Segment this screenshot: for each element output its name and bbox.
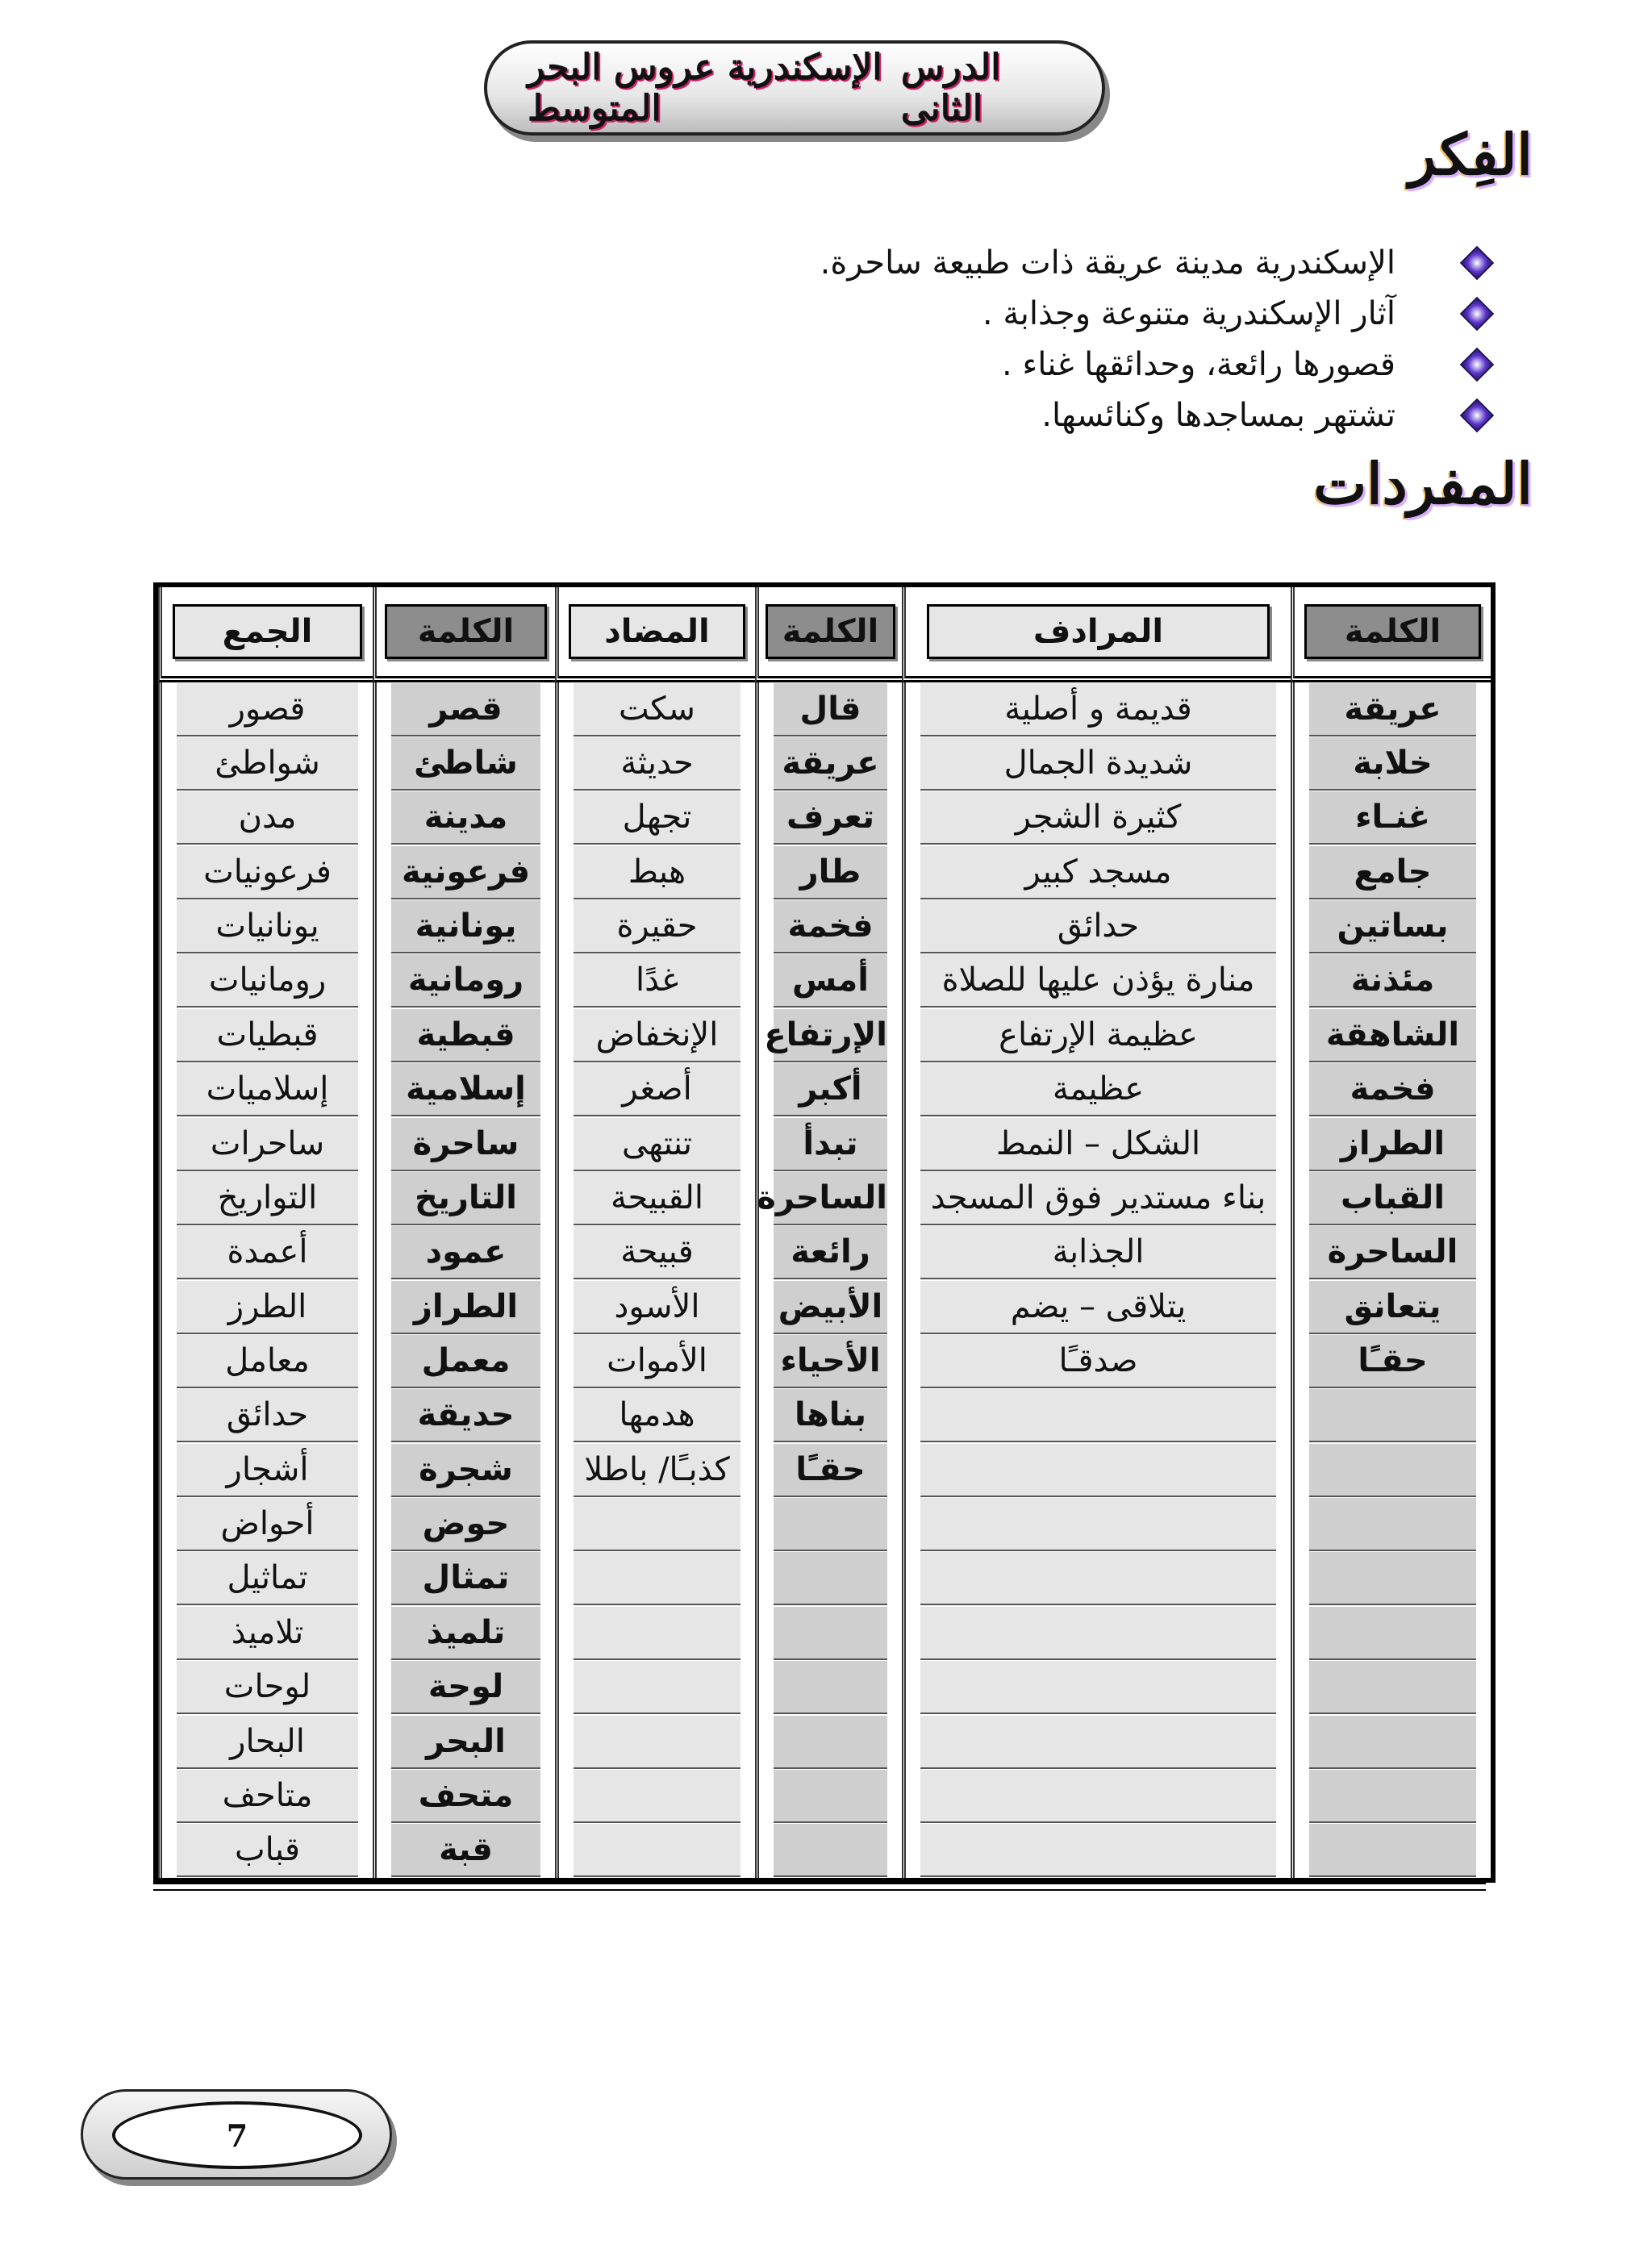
word-cell: فخمة <box>1309 1063 1476 1116</box>
word-cell: مدينة <box>391 791 540 845</box>
word-cell: شجرة <box>391 1444 540 1497</box>
word-cell: مئذنة <box>1309 954 1476 1008</box>
meaning-cell: تماثيل <box>177 1552 358 1605</box>
word-cell: جامع <box>1309 846 1476 899</box>
meaning-cell: القبيحة <box>574 1172 740 1225</box>
meaning-cell: البحار <box>177 1716 358 1769</box>
word-cell <box>774 1498 887 1551</box>
word-cell: فخمة <box>774 900 887 953</box>
meaning-cell: مسجد كبير <box>920 846 1276 899</box>
word-cell: الإرتفاع <box>774 1009 887 1062</box>
table-row <box>158 791 1491 845</box>
meaning-cell <box>920 1716 1276 1769</box>
word-cell <box>1309 1552 1476 1605</box>
table-row <box>158 1715 1491 1769</box>
word-cell <box>1309 1607 1476 1660</box>
word-cell: الأبيض <box>774 1281 887 1334</box>
word-cell: حديقة <box>391 1389 540 1442</box>
column-header: الكلمة <box>1304 604 1482 659</box>
word-cell: عريقة <box>1309 683 1476 736</box>
meaning-cell: أشجار <box>177 1444 358 1497</box>
meaning-cell: قبطيات <box>177 1009 358 1062</box>
meaning-cell: عظيمة <box>920 1063 1276 1116</box>
meaning-cell <box>574 1824 740 1877</box>
table-row <box>158 682 1491 736</box>
meaning-cell: شديدة الجمال <box>920 737 1276 791</box>
word-cell <box>1309 1389 1476 1442</box>
meaning-cell: الجذابة <box>920 1226 1276 1279</box>
word-cell: عريقة <box>774 737 887 791</box>
diamond-bullet-icon <box>1462 400 1492 431</box>
meaning-cell: هبط <box>574 846 740 899</box>
word-cell: حوض <box>391 1498 540 1551</box>
meaning-cell <box>574 1716 740 1769</box>
meaning-cell: يتلاقى – يضم <box>920 1281 1276 1334</box>
meaning-cell: قبيحة <box>574 1226 740 1279</box>
meaning-cell <box>920 1661 1276 1714</box>
word-cell: البحر <box>391 1716 540 1769</box>
word-cell <box>774 1716 887 1769</box>
meaning-cell: هدمها <box>574 1389 740 1442</box>
meaning-cell <box>920 1824 1276 1877</box>
vocabulary-table <box>153 582 1496 1883</box>
word-cell: يونانية <box>391 900 540 953</box>
table-row <box>158 1008 1491 1062</box>
meaning-cell: قصور <box>177 683 358 736</box>
word-cell: تعرف <box>774 791 887 845</box>
word-cell: ساحرة <box>391 1118 540 1171</box>
word-cell: الأحياء <box>774 1335 887 1388</box>
meaning-cell: كذبـًا/ باطلا <box>574 1444 740 1497</box>
meaning-cell: لوحات <box>177 1661 358 1714</box>
meaning-cell: حدائق <box>177 1389 358 1442</box>
meaning-cell: صدقـًا <box>920 1335 1276 1388</box>
meaning-cell <box>920 1498 1276 1551</box>
word-cell: فرعونية <box>391 846 540 899</box>
page-number-badge <box>81 2089 392 2180</box>
meaning-cell: سكت <box>574 683 740 736</box>
meaning-cell: عظيمة الإرتفاع <box>920 1009 1276 1062</box>
word-cell <box>774 1607 887 1660</box>
meaning-cell: معامل <box>177 1335 358 1388</box>
table-row <box>158 1171 1491 1225</box>
table-row <box>158 845 1491 899</box>
word-cell <box>1309 1824 1476 1877</box>
meaning-cell <box>574 1552 740 1605</box>
lesson-header-banner <box>484 40 1105 136</box>
table-row <box>158 1334 1491 1388</box>
word-cell: قبة <box>391 1824 540 1877</box>
meaning-cell <box>920 1770 1276 1823</box>
word-cell: خلابة <box>1309 737 1476 791</box>
table-row <box>158 954 1491 1008</box>
word-cell: معمل <box>391 1335 540 1388</box>
word-cell: بناها <box>774 1389 887 1442</box>
meaning-cell: ساحرات <box>177 1118 358 1171</box>
word-cell: تبدأ <box>774 1118 887 1171</box>
word-cell: الطراز <box>391 1281 540 1334</box>
word-cell: يتعانق <box>1309 1281 1476 1334</box>
table-row <box>158 1552 1491 1606</box>
word-cell: الساحرة <box>774 1172 887 1225</box>
idea-item: آثار الإسكندرية متنوعة وجذابة . <box>670 288 1395 339</box>
word-cell <box>1309 1716 1476 1769</box>
meaning-cell <box>920 1444 1276 1497</box>
meaning-cell: الإنخفاض <box>574 1009 740 1062</box>
word-cell <box>1309 1444 1476 1497</box>
meaning-cell: رومانيات <box>177 954 358 1008</box>
word-cell: حقـًا <box>1309 1335 1476 1388</box>
meaning-cell: حقيرة <box>574 900 740 953</box>
diamond-bullet-icon <box>1462 298 1492 329</box>
word-cell: قبطية <box>391 1009 540 1062</box>
word-cell: الساحرة <box>1309 1226 1476 1279</box>
word-cell: تمثال <box>391 1552 540 1605</box>
meaning-cell: الشكل – النمط <box>920 1118 1276 1171</box>
word-cell: أمس <box>774 954 887 1008</box>
word-cell: حقـًا <box>774 1444 887 1497</box>
meaning-cell: مدن <box>177 791 358 845</box>
word-cell: غنـاء <box>1309 791 1476 845</box>
meaning-cell: منارة يؤذن عليها للصلاة <box>920 954 1276 1008</box>
word-cell <box>1309 1661 1476 1714</box>
ideas-heading: الفِكر <box>1408 121 1533 188</box>
table-body <box>158 682 1491 1878</box>
table-bottom-rule <box>153 1883 1486 1891</box>
table-row <box>158 1063 1491 1117</box>
meaning-cell <box>574 1770 740 1823</box>
meaning-cell: الأسود <box>574 1281 740 1334</box>
table-row <box>158 1824 1491 1878</box>
word-cell: إسلامية <box>391 1063 540 1116</box>
meaning-cell: شواطئ <box>177 737 358 791</box>
meaning-cell: الأموات <box>574 1335 740 1388</box>
diamond-bullet-icon <box>1462 349 1492 380</box>
word-cell <box>774 1770 887 1823</box>
word-cell <box>774 1661 887 1714</box>
meaning-cell <box>574 1661 740 1714</box>
table-row <box>158 1226 1491 1280</box>
diamond-bullet-icon <box>1462 248 1492 278</box>
word-cell: الشاهقة <box>1309 1009 1476 1062</box>
meaning-cell: إسلاميات <box>177 1063 358 1116</box>
meaning-cell: غدًا <box>574 954 740 1008</box>
meaning-cell: تجهل <box>574 791 740 845</box>
column-header: المرادف <box>927 604 1270 659</box>
meaning-cell: أحواض <box>177 1498 358 1551</box>
table-row <box>158 1389 1491 1443</box>
word-cell: رومانية <box>391 954 540 1008</box>
table-row <box>158 1769 1491 1823</box>
word-cell <box>774 1824 887 1877</box>
meaning-cell <box>920 1389 1276 1442</box>
meaning-cell: تلاميذ <box>177 1607 358 1660</box>
word-cell <box>1309 1770 1476 1823</box>
table-row <box>158 1443 1491 1497</box>
meaning-cell: متاحف <box>177 1770 358 1823</box>
table-row <box>158 1280 1491 1334</box>
meaning-cell: قباب <box>177 1824 358 1877</box>
table-row <box>158 1660 1491 1714</box>
column-header: الكلمة <box>385 604 546 659</box>
table-row <box>158 1497 1491 1551</box>
word-cell: تلميذ <box>391 1607 540 1660</box>
column-header: المضاد <box>569 604 746 659</box>
meaning-cell: أعمدة <box>177 1226 358 1279</box>
word-cell: القباب <box>1309 1172 1476 1225</box>
word-cell: بساتين <box>1309 900 1476 953</box>
meaning-cell <box>920 1607 1276 1660</box>
ideas-list <box>670 237 1395 440</box>
meaning-cell: قديمة و أصلية <box>920 683 1276 736</box>
word-cell: التاريخ <box>391 1172 540 1225</box>
meaning-cell: أصغر <box>574 1063 740 1116</box>
lesson-title: الإسكندرية عروس البحر المتوسط <box>528 47 882 129</box>
word-cell: قال <box>774 683 887 736</box>
idea-item: قصورها رائعة، وحدائقها غناء . <box>670 339 1395 390</box>
meaning-cell: التواريخ <box>177 1172 358 1225</box>
meaning-cell: بناء مستدير فوق المسجد <box>920 1172 1276 1225</box>
table-row <box>158 1606 1491 1660</box>
table-row <box>158 899 1491 953</box>
meaning-cell <box>574 1607 740 1660</box>
idea-item: تشتهر بمساجدها وكنائسها. <box>670 390 1395 440</box>
vocabulary-heading: المفردات <box>1313 450 1533 517</box>
lesson-number: الدرس الثانى <box>900 47 1001 129</box>
meaning-cell: فرعونيات <box>177 846 358 899</box>
word-cell: قصر <box>391 683 540 736</box>
idea-item: الإسكندرية مدينة عريقة ذات طبيعة ساحرة. <box>670 237 1395 288</box>
table-header-row <box>158 587 1491 682</box>
meaning-cell: الطرز <box>177 1281 358 1334</box>
word-cell: الطراز <box>1309 1118 1476 1171</box>
word-cell: متحف <box>391 1770 540 1823</box>
table-row <box>158 736 1491 791</box>
meaning-cell: تنتهى <box>574 1118 740 1171</box>
column-header: الجمع <box>173 604 363 659</box>
meaning-cell: كثيرة الشجر <box>920 791 1276 845</box>
word-cell: طار <box>774 846 887 899</box>
word-cell: شاطئ <box>391 737 540 791</box>
word-cell: عمود <box>391 1226 540 1279</box>
meaning-cell <box>574 1498 740 1551</box>
meaning-cell: حديثة <box>574 737 740 791</box>
word-cell: أكبر <box>774 1063 887 1116</box>
word-cell <box>774 1552 887 1605</box>
column-header: الكلمة <box>766 604 896 659</box>
word-cell: لوحة <box>391 1661 540 1714</box>
meaning-cell: حدائق <box>920 900 1276 953</box>
meaning-cell: يونانيات <box>177 900 358 953</box>
meaning-cell <box>920 1552 1276 1605</box>
word-cell <box>1309 1498 1476 1551</box>
word-cell: رائعة <box>774 1226 887 1279</box>
page-number: 7 <box>112 2101 362 2169</box>
table-row <box>158 1117 1491 1171</box>
